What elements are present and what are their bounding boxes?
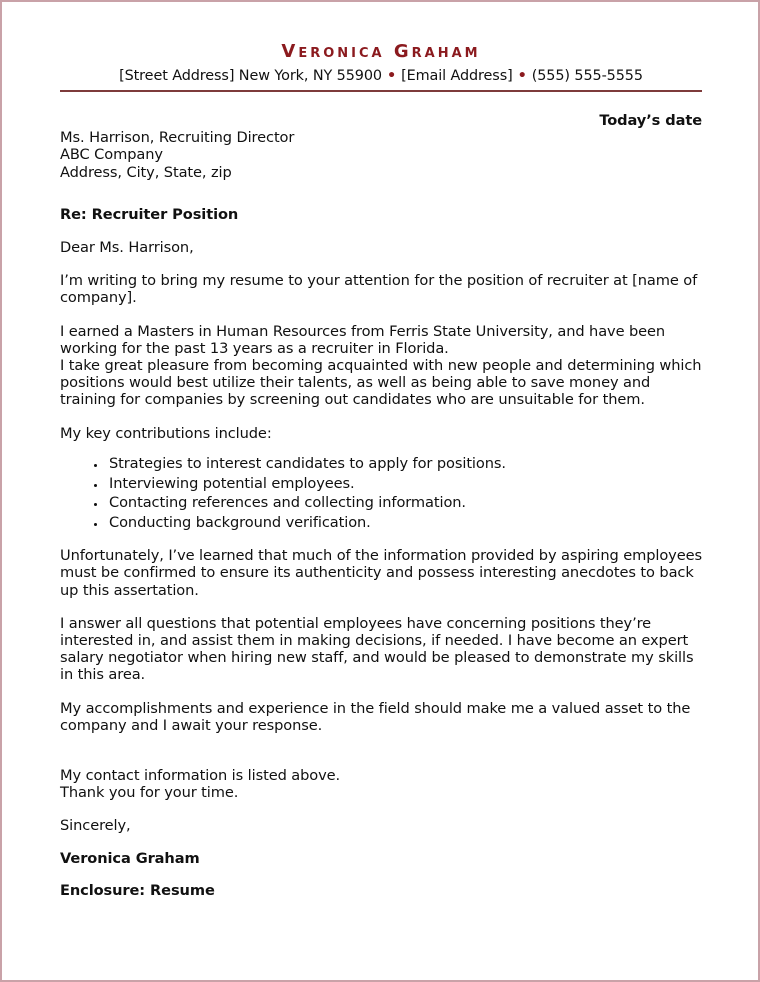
list-item: • Interviewing potential employees. xyxy=(107,475,702,492)
paragraph-intro: I’m writing to bring my resume to your attention for the position of recruiter at [name of company]. xyxy=(60,272,698,307)
enclosure-line: Enclosure: Resume xyxy=(60,881,215,899)
bullet-separator-icon: • xyxy=(517,68,527,84)
paragraph-value: My accomplishments and experience in the field should make me a valued asset to the company and I await your response. xyxy=(60,699,691,734)
paragraph-education: I earned a Masters in Human Resources from Ferris State University, and have been working for the past 13 years as a recruiter in Florida. xyxy=(60,322,666,357)
list-item: • Contacting references and collecting information. xyxy=(107,494,702,511)
list-item: • Strategies to interest candidates to apply for positions. xyxy=(107,455,702,472)
paragraph-passion: I take great pleasure from becoming acquainted with new people and determining which positions would best utilize their talents, as well as being able to save money and training for companies by screening out candidates who are unsuitable for them. xyxy=(60,357,702,409)
list-item: • Conducting background verification. xyxy=(107,514,702,531)
contact-info-line: My contact information is listed above. xyxy=(60,766,341,784)
date-line: Today’s date xyxy=(599,112,702,129)
paragraph-verification: Unfortunately, I’ve learned that much of the information provided by aspiring employees must be confirmed to ensure its authenticity and possess interesting anecdotes to back up this assertation. xyxy=(60,547,702,599)
recipient-address: Address, City, State, zip xyxy=(60,163,232,181)
recipient-name: Ms. Harrison, Recruiting Director xyxy=(60,129,295,147)
closing: Sincerely, xyxy=(60,817,131,835)
thanks-line: Thank you for your time. xyxy=(60,784,239,802)
header-divider xyxy=(60,90,702,92)
sender-name: Veronica Graham xyxy=(281,41,481,62)
letterhead xyxy=(60,42,702,92)
paragraph-negotiation: I answer all questions that potential employees have concerning positions they’re interested in, and assist them in making decisions, if needed. I have become an expert salary negotiator when hiring new staff, and would be pleased to demonstrate my skills in this area. xyxy=(60,614,694,684)
bullet-separator-icon: • xyxy=(386,68,397,84)
paragraph-contact-info xyxy=(60,767,702,801)
paragraph-background xyxy=(60,323,702,409)
recipient-company: ABC Company xyxy=(60,146,163,164)
recipient-block xyxy=(60,129,702,181)
email-address: [Email Address] xyxy=(401,68,513,84)
contact-line xyxy=(60,67,702,85)
phone-number: (555) 555-5555 xyxy=(531,68,643,84)
subject-line: Re: Recruiter Position xyxy=(60,205,239,223)
paragraph-contributions-lead: My key contributions include: xyxy=(60,424,272,442)
street-address: [Street Address] New York, NY 55900 xyxy=(119,68,382,84)
salutation: Dear Ms. Harrison, xyxy=(60,239,194,257)
contributions-list xyxy=(60,455,702,531)
signature-name: Veronica Graham xyxy=(60,849,200,867)
